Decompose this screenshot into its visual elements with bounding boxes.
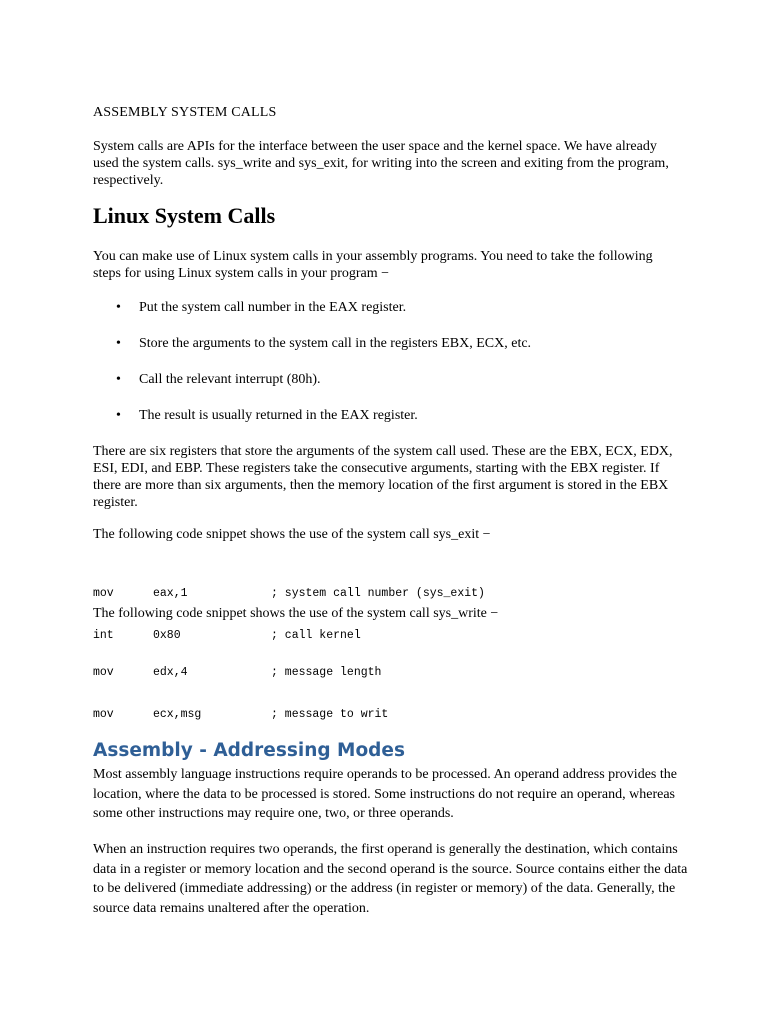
intro-paragraph: System calls are APIs for the interface between the user space and the kernel space. We have already used the system calls. sys_write and sys_exit, for writing into the screen and exiting from the program, respectively. bbox=[93, 139, 669, 188]
linux-intro-paragraph: You can make use of Linux system calls in your assembly programs. You need to take the following steps for using Linux system calls in your program − bbox=[93, 249, 653, 281]
addressing-modes-heading: Assembly - Addressing Modes bbox=[93, 740, 405, 761]
code-op: int bbox=[93, 629, 114, 642]
code-comment: ; system call number (sys_exit) bbox=[271, 587, 485, 600]
step-text: Put the system call number in the EAX register. bbox=[139, 300, 407, 315]
linux-system-calls-heading: Linux System Calls bbox=[93, 203, 276, 228]
code-arg: edx,4 bbox=[153, 666, 188, 679]
registers-paragraph: There are six registers that store the arguments of the system call used. These are the EBX, ECX, EDX, ESI, EDI, and EBP. These registers take the consecutive arguments, starting with the EBX register. If there are more than six arguments, then the memory location of the first argument is stored in the EBX register. bbox=[93, 444, 673, 510]
code-op: mov bbox=[93, 666, 114, 679]
bullet-icon: • bbox=[116, 372, 121, 387]
sys-exit-caption: The following code snippet shows the use of the system call sys_exit − bbox=[93, 527, 491, 542]
sys-write-caption: The following code snippet shows the use of the system call sys_write − bbox=[93, 606, 499, 621]
code-comment: ; call kernel bbox=[271, 629, 361, 642]
code-comment: ; message length bbox=[271, 666, 382, 679]
bullet-icon: • bbox=[116, 300, 121, 315]
steps-list bbox=[93, 299, 683, 443]
step-text: Store the arguments to the system call in the registers EBX, ECX, etc. bbox=[139, 336, 532, 351]
code-line bbox=[93, 666, 388, 680]
addressing-paragraph-2: When an instruction requires two operands, the first operand is generally the destination, which contains data in a register or memory location and the second operand is the source. Source contains either the data to be delivered (immediate addressing) or the address (in register or memory) of the data. Generally, the source data remains unaltered after the operation. bbox=[93, 842, 688, 916]
code-op: mov bbox=[93, 587, 114, 600]
code-arg: ecx,msg bbox=[153, 708, 202, 721]
code-arg: 0x80 bbox=[153, 629, 181, 642]
code-op: mov bbox=[93, 708, 114, 721]
step-text: The result is usually returned in the EAX register. bbox=[139, 408, 418, 423]
code-arg: eax,1 bbox=[153, 587, 188, 600]
addressing-paragraph-1: Most assembly language instructions require operands to be processed. An operand address provides the location, where the data to be processed is stored. Some instructions do not require an operand, whereas some other instructions may require one, two, or three operands. bbox=[93, 767, 677, 821]
bullet-icon: • bbox=[116, 408, 121, 423]
step-text: Call the relevant interrupt (80h). bbox=[139, 372, 321, 387]
list-item bbox=[93, 299, 683, 335]
list-item bbox=[93, 335, 683, 371]
document-title: ASSEMBLY SYSTEM CALLS bbox=[93, 105, 277, 120]
code-line bbox=[93, 587, 485, 601]
code-comment: ; message to writ bbox=[271, 708, 389, 721]
list-item bbox=[93, 407, 683, 443]
list-item bbox=[93, 371, 683, 407]
sys-write-code-block bbox=[93, 638, 388, 750]
code-line bbox=[93, 708, 388, 722]
bullet-icon: • bbox=[116, 336, 121, 351]
